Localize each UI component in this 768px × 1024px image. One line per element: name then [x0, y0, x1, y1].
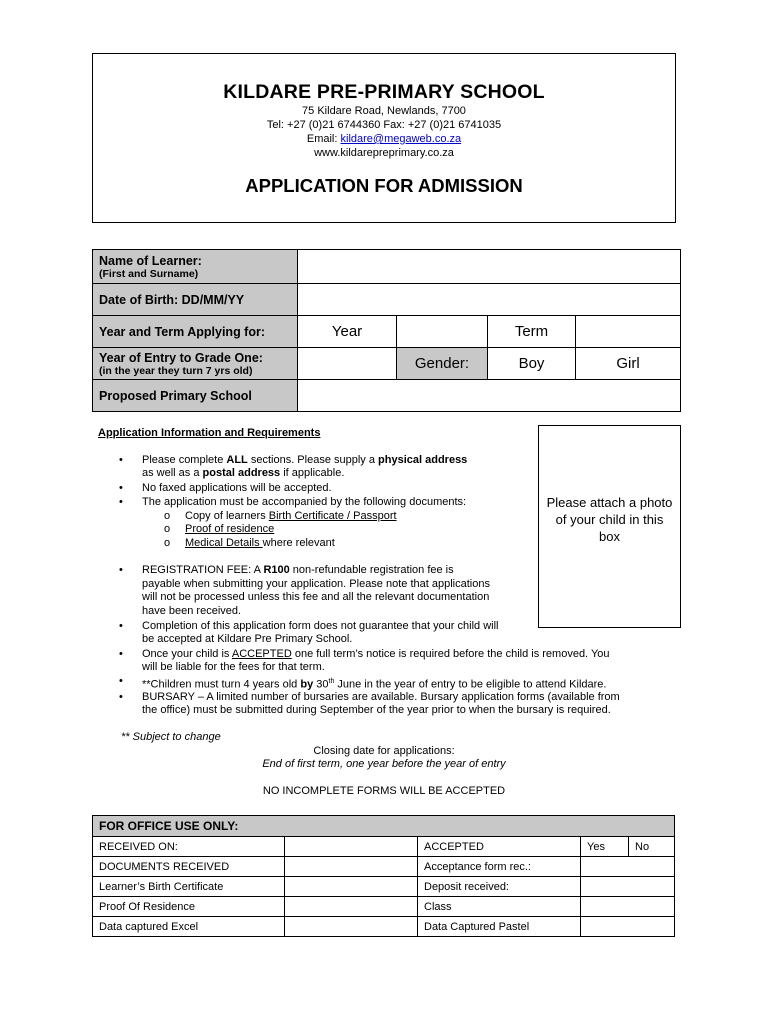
office-row-label: Deposit received:: [418, 877, 581, 897]
office-row-field[interactable]: [581, 917, 675, 937]
info-completion: Completion of this application form does not guarantee that your child will: [142, 620, 499, 632]
email-line: [93, 133, 675, 146]
bullet-icon: •: [119, 482, 123, 494]
closing-date-value: End of first term, one year before the year of entry: [262, 758, 506, 770]
gender-girl-option[interactable]: Girl: [576, 348, 681, 380]
office-row-field[interactable]: [285, 917, 418, 937]
year-field[interactable]: [397, 316, 488, 348]
learner-name-sublabel: (First and Surname): [99, 267, 199, 280]
grade-one-label: [93, 348, 298, 380]
school-name: KILDARE PRE-PRIMARY SCHOOL: [223, 81, 545, 103]
info-bullet-complete-cont: as well as a postal address if applicable.: [142, 467, 345, 479]
bullet-icon: •: [119, 564, 123, 576]
bullet-icon: •: [119, 454, 123, 466]
accepted-yes[interactable]: Yes: [581, 837, 629, 857]
primary-school-field[interactable]: [298, 380, 681, 412]
office-row-label: RECEIVED ON:: [93, 837, 285, 857]
gender-boy-option[interactable]: Boy: [488, 348, 576, 380]
circle-bullet-icon: o: [164, 537, 171, 549]
photo-box-text: Please attach a photo of your child in this box: [546, 495, 673, 544]
grade-one-field[interactable]: [298, 348, 397, 380]
grade-one-label-text: Year of Entry to Grade One:: [99, 350, 263, 365]
circle-bullet-icon: o: [164, 510, 171, 522]
grade-one-sublabel: (in the year they turn 7 yrs old): [99, 364, 253, 377]
doc-medical-details: Medical Details where relevant: [185, 537, 335, 549]
office-row-label: Acceptance form rec.:: [418, 857, 581, 877]
tel-fax: Tel: +27 (0)21 6744360 Fax: +27 (0)21 6741035: [266, 119, 502, 131]
bullet-icon: •: [119, 648, 123, 660]
learner-name-label-text: Name of Learner:: [99, 253, 202, 268]
office-row-label: Data captured Excel: [93, 917, 285, 937]
office-row-field[interactable]: [285, 877, 418, 897]
learner-name-label: [93, 250, 298, 284]
office-row-label: DOCUMENTS RECEIVED: [93, 857, 285, 877]
info-bursary-l2: the office) must be submitted during September of the year prior to when the bursary is required.: [142, 704, 611, 716]
office-row-label: Data Captured Pastel: [418, 917, 581, 937]
primary-school-label: Proposed Primary School: [93, 380, 298, 412]
primary-school-row: [93, 380, 681, 412]
office-row: [93, 877, 675, 897]
learner-details-table: [92, 249, 681, 412]
dob-label: Date of Birth: DD/MM/YY: [93, 284, 298, 316]
term-text: Term: [488, 316, 576, 348]
office-header-row: [93, 816, 675, 837]
email-label: Email:: [306, 133, 338, 145]
website[interactable]: www.kildarepreprimary.co.za: [314, 147, 454, 159]
doc-proof-residence: Proof of residence: [185, 523, 275, 535]
term-field[interactable]: [576, 316, 681, 348]
bullet-icon: •: [119, 620, 123, 632]
circle-bullet-icon: o: [164, 523, 171, 535]
office-row-label: Class: [418, 897, 581, 917]
year-text: Year: [298, 316, 397, 348]
office-use-table: [92, 815, 675, 937]
learner-name-row: [93, 250, 681, 284]
info-heading: Application Information and Requirements: [98, 427, 321, 439]
header-box: [92, 53, 676, 223]
info-accepted-l2: will be liable for the fees for that term.: [142, 661, 325, 673]
email-link[interactable]: kildare@megaweb.co.za: [340, 133, 462, 145]
closing-date-label: Closing date for applications:: [313, 745, 455, 757]
accepted-no[interactable]: No: [629, 837, 675, 857]
year-term-label: Year and Term Applying for:: [93, 316, 298, 348]
office-row-field[interactable]: [285, 837, 418, 857]
info-age-requirement: **Children must turn 4 years old by 30th June in the year of entry to be eligible to attend Kildare.: [142, 678, 607, 691]
office-row: [93, 837, 675, 857]
office-row-field[interactable]: [581, 877, 675, 897]
office-row-field[interactable]: [581, 897, 675, 917]
office-row-label: ACCEPTED: [418, 837, 581, 857]
gender-label: Gender:: [397, 348, 488, 380]
office-title: FOR OFFICE USE ONLY:: [93, 816, 675, 837]
office-row: [93, 897, 675, 917]
info-bullet-complete: Please complete ALL sections. Please supply a physical address: [142, 454, 468, 466]
no-incomplete-notice: NO INCOMPLETE FORMS WILL BE ACCEPTED: [262, 785, 506, 797]
info-bullet-fax: No faxed applications will be accepted.: [142, 482, 332, 494]
bullet-icon: •: [119, 691, 123, 703]
info-registration-fee: REGISTRATION FEE: A R100 non-refundable registration fee is: [142, 564, 454, 576]
school-address: 75 Kildare Road, Newlands, 7700: [302, 105, 466, 117]
office-row: [93, 857, 675, 877]
dob-field[interactable]: [298, 284, 681, 316]
subject-to-change: ** Subject to change: [121, 731, 221, 743]
office-row-field[interactable]: [581, 857, 675, 877]
form-title: APPLICATION FOR ADMISSION: [245, 175, 523, 196]
info-completion-l2: be accepted at Kildare Pre Primary School.: [142, 633, 353, 645]
learner-name-field[interactable]: [298, 250, 681, 284]
office-row-field[interactable]: [285, 857, 418, 877]
office-row-label: Proof Of Residence: [93, 897, 285, 917]
office-row-field[interactable]: [285, 897, 418, 917]
info-registration-fee-l2: payable when submitting your application. Please note that applications: [142, 578, 490, 590]
year-term-row: [93, 316, 681, 348]
office-row: [93, 917, 675, 937]
info-bullet-documents: The application must be accompanied by the following documents:: [142, 496, 467, 508]
office-row-label: Learner’s Birth Certificate: [93, 877, 285, 897]
info-registration-fee-l3: will not be processed unless this fee and all the relevant documentation: [142, 591, 490, 603]
bullet-icon: •: [119, 496, 123, 508]
bullet-icon: •: [119, 675, 123, 687]
dob-row: [93, 284, 681, 316]
info-registration-fee-l4: have been received.: [142, 605, 242, 617]
doc-birth-certificate: Copy of learners Birth Certificate / Passport: [185, 510, 397, 522]
grade-one-row: [93, 348, 681, 380]
photo-box[interactable]: [538, 425, 681, 628]
info-accepted: Once your child is ACCEPTED one full term’s notice is required before the child is removed. You: [142, 648, 610, 660]
info-bursary: BURSARY – A limited number of bursaries are available. Bursary application forms (available from: [142, 691, 620, 703]
